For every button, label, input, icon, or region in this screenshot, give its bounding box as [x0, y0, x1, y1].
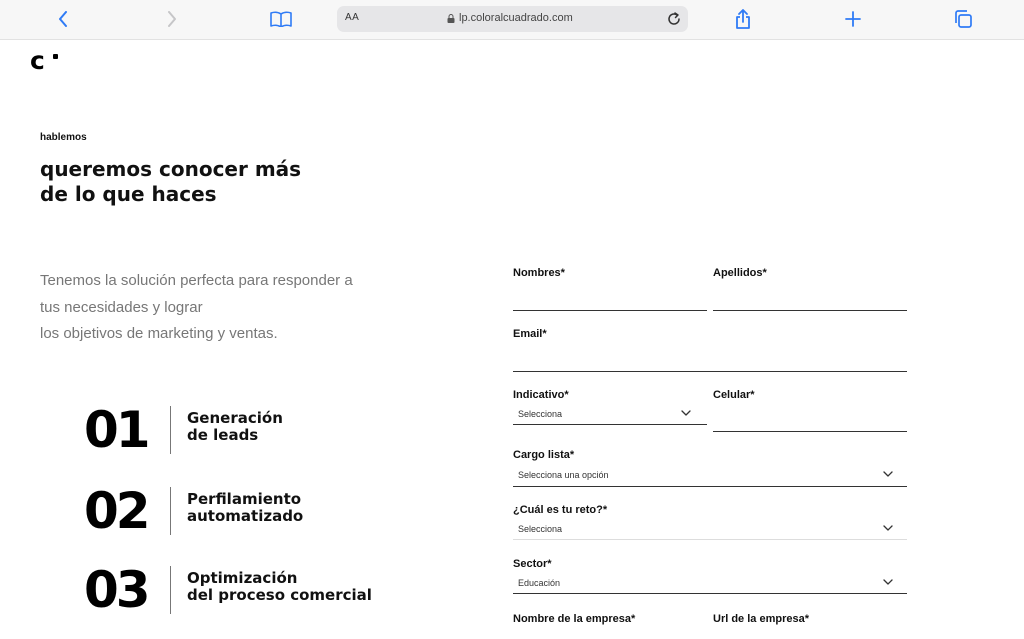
- step-number: 01: [84, 401, 148, 459]
- bookmarks-button[interactable]: [267, 6, 295, 32]
- email-field[interactable]: [513, 328, 907, 374]
- empresa-field[interactable]: [513, 613, 707, 635]
- reto-label: ¿Cuál es tu reto?*: [513, 504, 608, 516]
- chevron-left-icon: [58, 11, 68, 27]
- brand-logo-dot: [53, 54, 58, 59]
- step-label-line-1: Perfilamiento: [187, 490, 302, 508]
- step-item: [84, 562, 404, 618]
- page-title: [40, 157, 360, 207]
- celular-input-line: [713, 431, 907, 432]
- indicativo-label: Indicativo*: [513, 389, 569, 401]
- step-number: 03: [84, 561, 148, 619]
- text-size-button[interactable]: AA: [345, 12, 360, 23]
- email-input-line: [513, 371, 907, 372]
- step-item: [84, 483, 404, 539]
- share-button[interactable]: [729, 6, 757, 32]
- nombres-field[interactable]: [513, 267, 707, 313]
- tabs-icon: [953, 9, 973, 29]
- apellidos-input-line: [713, 310, 907, 311]
- back-button[interactable]: [49, 6, 77, 32]
- step-divider: [170, 406, 171, 454]
- sector-label: Sector*: [513, 558, 552, 570]
- step-divider: [170, 487, 171, 535]
- reto-input-line: [513, 539, 907, 540]
- url-empresa-label: Url de la empresa*: [713, 613, 809, 625]
- step-label-line-2: automatizado: [187, 507, 304, 525]
- intro-line-2: tus necesidades y lograr: [40, 298, 203, 316]
- page-title-line-2: de lo que haces: [40, 182, 217, 206]
- chevron-down-icon: [883, 525, 893, 531]
- share-icon: [734, 8, 752, 30]
- cargo-label: Cargo lista*: [513, 449, 575, 461]
- lock-icon: [447, 14, 455, 23]
- reto-value: Selecciona: [518, 524, 563, 534]
- step-label-line-2: del proceso comercial: [187, 586, 372, 604]
- nombres-input-line: [513, 310, 707, 311]
- plus-icon: [845, 11, 861, 27]
- nombres-label: Nombres*: [513, 267, 565, 279]
- step-divider: [170, 566, 171, 614]
- email-label: Email*: [513, 328, 547, 340]
- empresa-label: Nombre de la empresa*: [513, 613, 636, 625]
- sector-value: Educación: [518, 578, 561, 588]
- reload-icon[interactable]: [666, 11, 682, 27]
- book-icon: [270, 11, 292, 27]
- tabs-button[interactable]: [949, 6, 977, 32]
- step-label-line-1: Optimización: [187, 569, 298, 587]
- step-label: [187, 410, 283, 444]
- chevron-down-icon: [883, 471, 893, 477]
- step-label: [187, 570, 372, 604]
- browser-toolbar: [0, 0, 1024, 40]
- page-title-line-1: queremos conocer más: [40, 157, 302, 181]
- chevron-down-icon: [883, 579, 893, 585]
- intro-paragraph: [40, 268, 420, 348]
- new-tab-button[interactable]: [839, 6, 867, 32]
- apellidos-field[interactable]: [713, 267, 907, 313]
- chevron-down-icon: [681, 410, 691, 416]
- brand-logo[interactable]: c: [30, 46, 45, 75]
- sector-select[interactable]: [513, 558, 907, 598]
- chevron-right-icon: [167, 11, 177, 27]
- cargo-input-line: [513, 486, 907, 487]
- section-eyebrow: hablemos: [40, 132, 87, 143]
- apellidos-label: Apellidos*: [713, 267, 767, 279]
- intro-line-3: los objetivos de marketing y ventas.: [40, 325, 278, 342]
- celular-field[interactable]: [713, 389, 907, 433]
- step-item: [84, 402, 404, 458]
- cargo-select[interactable]: [513, 449, 907, 489]
- celular-label: Celular*: [713, 389, 755, 401]
- forward-button[interactable]: [158, 6, 186, 32]
- indicativo-select[interactable]: [513, 389, 707, 427]
- step-label-line-1: Generación: [187, 409, 283, 427]
- indicativo-input-line: [513, 424, 707, 425]
- indicativo-value: Selecciona: [518, 409, 563, 419]
- address-bar[interactable]: [337, 6, 688, 32]
- url-empresa-field[interactable]: [713, 613, 907, 635]
- url-text: lp.coloralcuadrado.com: [459, 12, 573, 24]
- step-label: [187, 491, 303, 525]
- step-number: 02: [84, 482, 148, 540]
- intro-line-1: Tenemos la solución perfecta para responder a: [40, 272, 353, 289]
- sector-input-line: [513, 593, 907, 594]
- cargo-value: Selecciona una opción: [518, 470, 609, 480]
- step-label-line-2: de leads: [187, 426, 259, 444]
- reto-select[interactable]: [513, 504, 907, 544]
